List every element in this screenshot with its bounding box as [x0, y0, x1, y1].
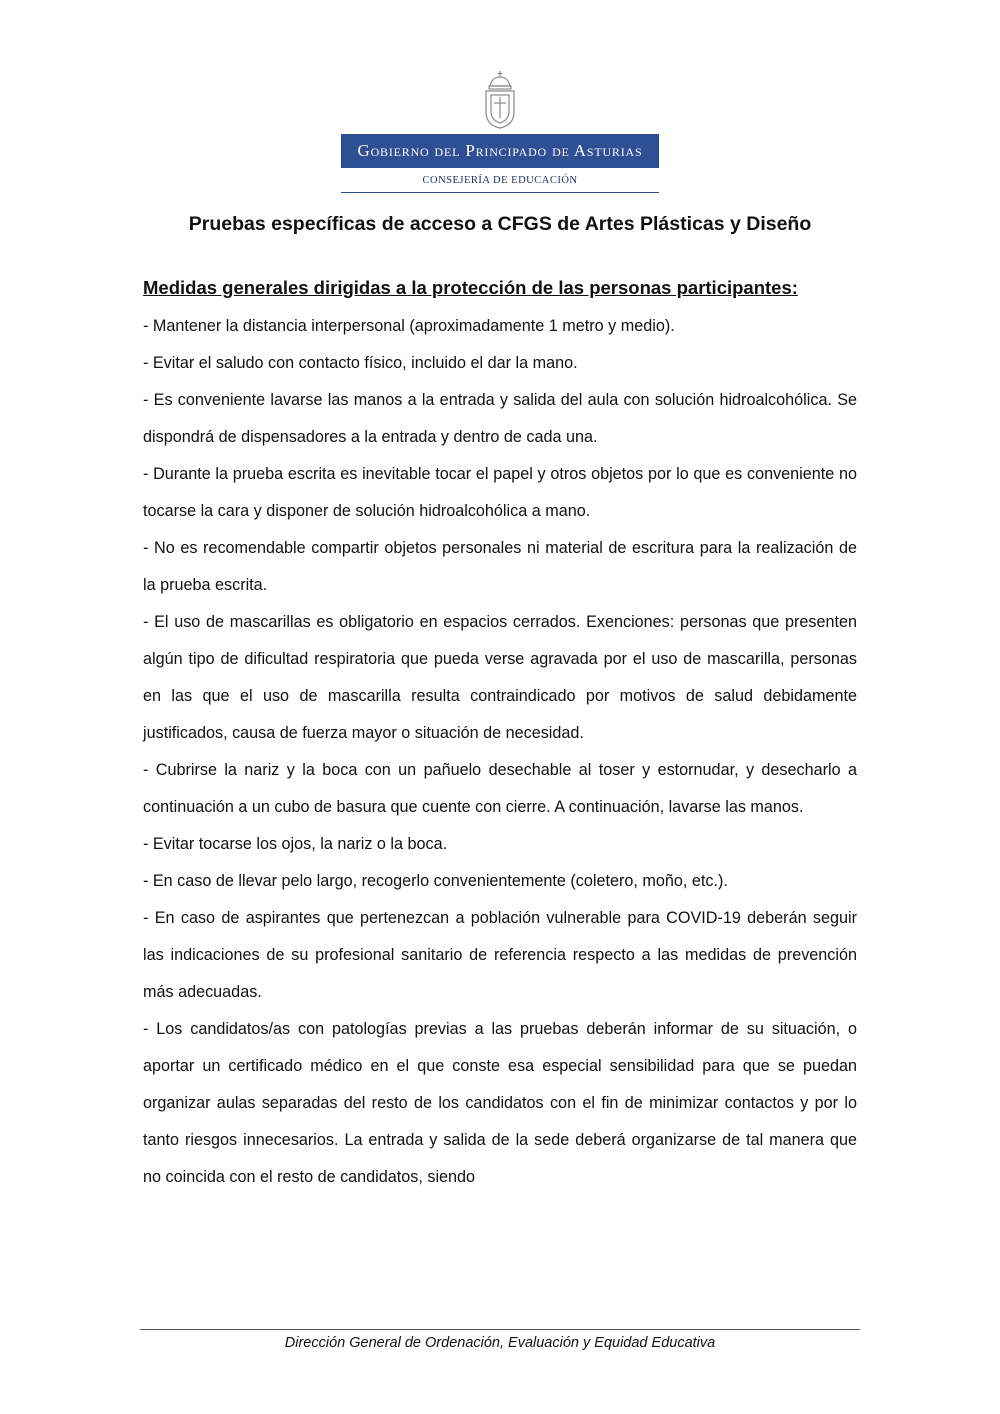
government-banner: [341, 134, 659, 168]
section-heading: Medidas generales dirigidas a la protección de las personas participantes:: [143, 277, 798, 298]
government-name: Gobierno del Principado de Asturias: [357, 141, 643, 160]
paragraph: - El uso de mascarillas es obligatorio en espacios cerrados. Exenciones: personas que presenten algún tipo de dificultad respiratoria que pueda verse agravada por el uso de mascarilla, personas en las que el uso de mascarilla resulta contraindicado por motivos de salud debidamente justificados, causa de fuerza mayor o situación de necesidad.: [143, 613, 857, 742]
paragraph: - Los candidatos/as con patologías previas a las pruebas deberán informar de su situación, o aportar un certificado médico en el que conste esa especial sensibilidad para que se puedan organizar aulas separadas del resto de los candidatos con el fin de minimizar contactos y por lo tanto riesgos innecesarios. La entrada y salida de la sede deberá organizarse de tal manera que no coincida con el resto de candidatos, siendo: [143, 1020, 857, 1186]
letterhead: [0, 70, 1000, 193]
paragraph: - No es recomendable compartir objetos personales ni material de escritura para la realización de la prueba escrita.: [143, 539, 857, 594]
paragraph: - En caso de aspirantes que pertenezcan a población vulnerable para COVID-19 deberán seguir las indicaciones de su profesional sanitario de referencia respecto a las medidas de prevención más adecuadas.: [143, 909, 857, 1001]
paragraph: - En caso de llevar pelo largo, recogerlo convenientemente (coletero, moño, etc.).: [143, 872, 728, 890]
footer-divider: [140, 1329, 860, 1330]
document-title: Pruebas específicas de acceso a CFGS de Artes Plásticas y Diseño: [188, 213, 812, 235]
paragraph: - Evitar el saludo con contacto físico, incluido el dar la mano.: [143, 354, 578, 372]
paragraph: - Durante la prueba escrita es inevitable tocar el papel y otros objetos por lo que es conveniente no tocarse la cara y disponer de solución hidroalcohólica a mano.: [143, 465, 857, 520]
footer-text: Dirección General de Ordenación, Evaluación y Equidad Educativa: [284, 1335, 716, 1351]
paragraph: - Cubrirse la nariz y la boca con un pañuelo desechable al toser y estornudar, y desecharlo a continuación a un cubo de basura que cuente con cierre. A continuación, lavarse las manos.: [143, 761, 857, 816]
department-name: CONSEJERÍA DE EDUCACIÓN: [341, 168, 659, 193]
coat-of-arms-icon: [480, 70, 520, 130]
paragraph: - Es conveniente lavarse las manos a la entrada y salida del aula con solución hidroalcohólica. Se dispondrá de dispensadores a la entrada y dentro de cada una.: [143, 391, 857, 446]
document-body: [143, 274, 857, 1196]
paragraph: - Mantener la distancia interpersonal (aproximadamente 1 metro y medio).: [143, 317, 675, 335]
paragraph: - Evitar tocarse los ojos, la nariz o la boca.: [143, 835, 448, 853]
